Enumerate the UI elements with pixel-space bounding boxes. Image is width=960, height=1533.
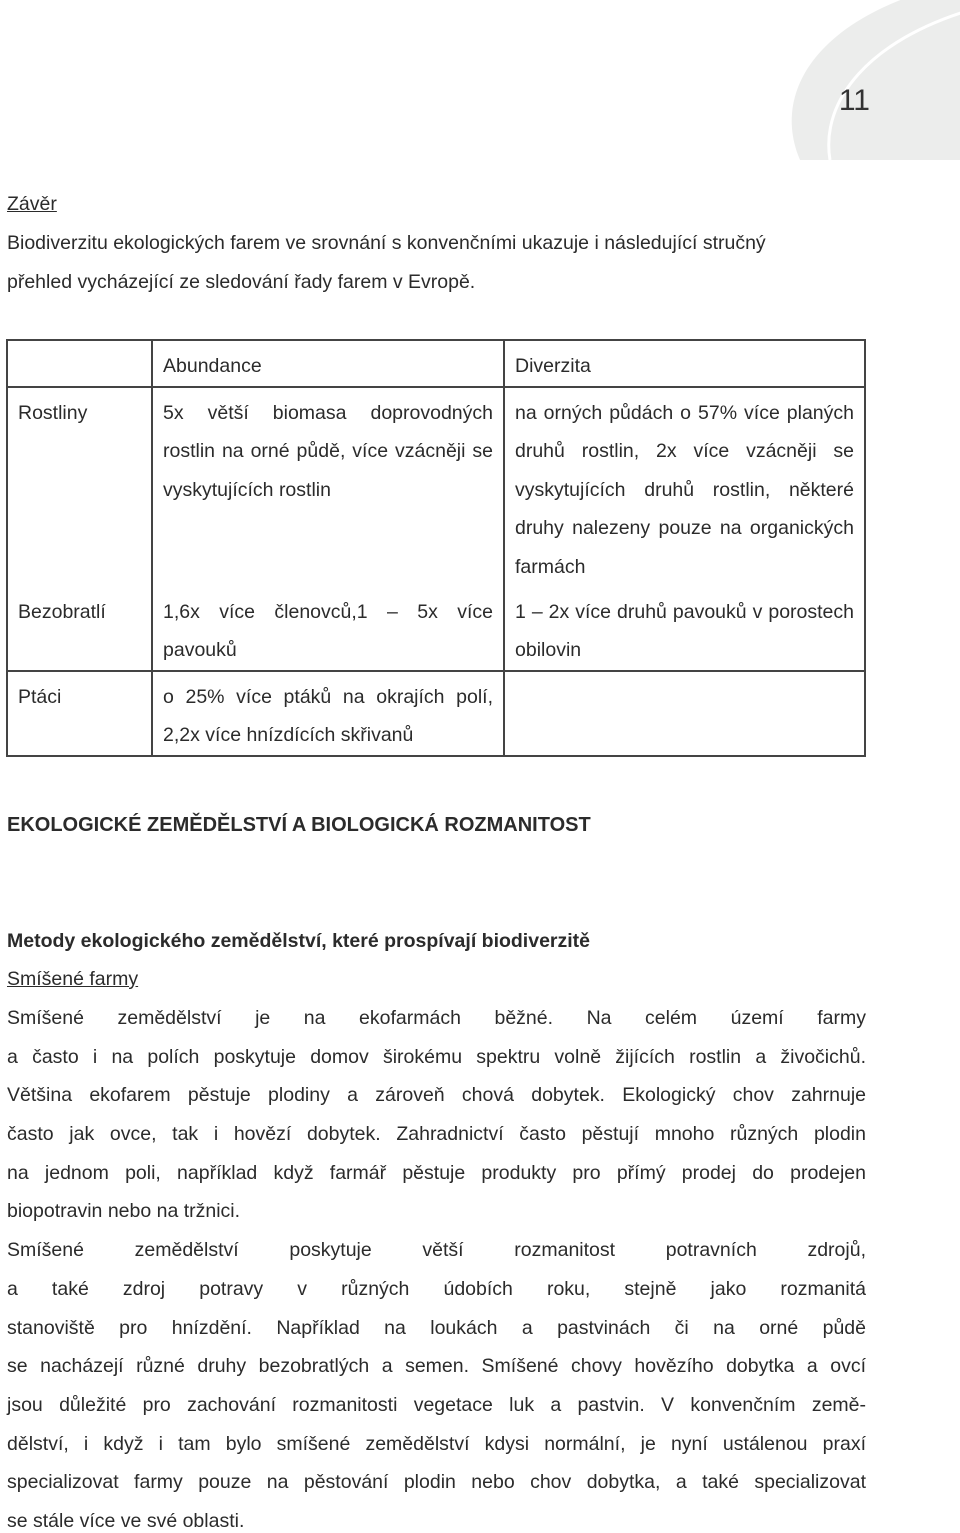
body-line: a často i na polích poskytuje domov širokému spektru volně žijících rostlin a živočichů. [7,1046,866,1068]
table-row [7,671,865,756]
row-diversity [504,387,865,587]
cell-text: na orných půdách o 57% více planých druhů rostlin, 2x více vzácněji se vyskytujících druhů rostlin, některé druhy nalezeny pouze na organických farmách [515,401,854,578]
cell-text: 1 – 2x více druhů pavouků v porostech obilovin [515,600,854,662]
body-line: stanoviště pro hnízdění. Například na loukách a pastvinách či na orné půdě [7,1317,866,1339]
leaf-decoration-icon [760,0,960,160]
cell-text: o 25% více ptáků na okrajích polí, 2,2x více hnízdících skřivanů [163,685,493,747]
body-line: na jednom poli, například když farmář pěstuje produkty pro přímý prodej do prodejen [7,1162,866,1184]
body-line: se stále více ve své oblasti. [7,1510,245,1532]
section-heading-ekologicke: EKOLOGICKÉ ZEMĚDĚLSTVÍ A BIOLOGICKÁ ROZMANITOST [7,814,591,836]
body-line: Smíšené zemědělství poskytuje větší rozmanitost potravních zdrojů, [7,1239,866,1261]
row-abundance [152,387,504,587]
body-line: jsou důležité pro zachování rozmanitosti vegetace luk a pastvin. V konvenčním země- [7,1394,866,1416]
section-heading-zaver: Závěr [7,193,57,215]
body-line: biopotravin nebo na tržnici. [7,1200,241,1222]
row-diversity [504,671,865,756]
row-label: Ptáci [7,671,152,756]
row-abundance [152,587,504,671]
cell-text: 5x větší biomasa doprovodných rostlin na orné půdě, více vzácněji se vyskytujících rostlin [163,401,493,501]
row-diversity [504,587,865,671]
body-line: a také zdroj potravy v různých údobích roku, stejně jako rozmanitá [7,1278,866,1300]
biodiversity-table [6,339,866,757]
table-header-abundance: Abundance [152,340,504,387]
body-line: Smíšené zemědělství je na ekofarmách běžné. Na celém území farmy [7,1007,866,1029]
body-line: často jak ovce, tak i hovězí dobytek. Zahradnictví často pěstují mnoho různých plodin [7,1123,866,1145]
table-row [7,587,865,671]
table-header-empty [7,340,152,387]
subheading-smisene-farmy: Smíšené farmy [7,968,139,990]
body-line: Většina ekofarem pěstuje plodiny a zároveň chová dobytek. Ekologický chov zahrnuje [7,1084,866,1106]
intro-line-2: přehled vycházející ze sledování řady farem v Evropě. [7,271,476,293]
row-label: Rostliny [7,387,152,587]
row-abundance [152,671,504,756]
table-header-diversity: Diverzita [504,340,865,387]
row-label: Bezobratlí [7,587,152,671]
page-number: 11 [838,84,870,117]
body-line: se nacházejí různé druhy bezobratlých a semen. Smíšené chovy hovězího dobytka a ovcí [7,1355,866,1377]
body-line: specializovat farmy pouze na pěstování plodin nebo chov dobytka, a také specializovat [7,1471,866,1493]
cell-text: 1,6x více členovců,1 – 5x více pavouků [163,600,493,662]
section-heading-metody: Metody ekologického zemědělství, které prospívají biodiverzitě [7,930,591,952]
intro-line-1: Biodiverzitu ekologických farem ve srovnání s konvenčními ukazuje i následující stručný [7,232,766,254]
body-line: dělství, i když i tam bylo smíšené zemědělství kdysi normální, je nyní ustálenou praxí [7,1433,866,1455]
table-row [7,387,865,587]
table-header-row [7,340,865,387]
